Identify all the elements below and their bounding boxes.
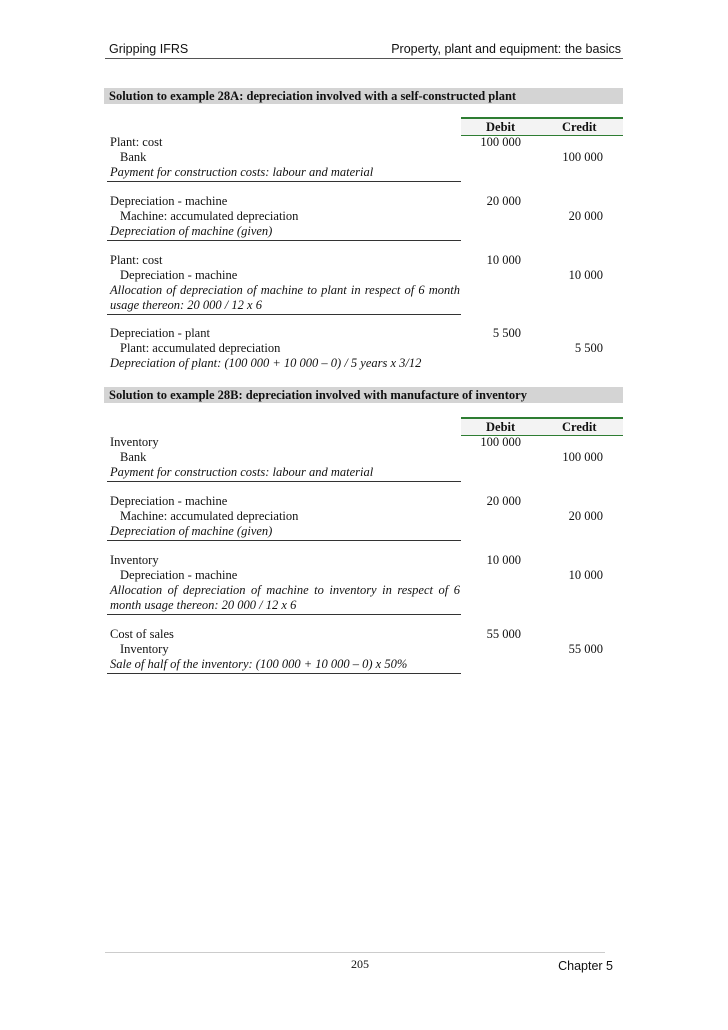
column-header-28a — [461, 117, 623, 136]
narration: Depreciation of machine (given) — [110, 524, 273, 538]
header-chapter-title: Property, plant and equipment: the basics — [391, 42, 621, 56]
debit-amount: 10 000 — [486, 553, 521, 567]
debit-amount: 5 500 — [492, 326, 521, 340]
entry-divider — [107, 314, 461, 315]
debit-amount: 20 000 — [486, 494, 521, 508]
entry-divider — [107, 481, 461, 482]
entry-divider — [107, 540, 461, 541]
page-header — [105, 40, 623, 59]
credit-amount: 100 000 — [562, 450, 603, 464]
journal-entry — [107, 194, 623, 241]
debit-account: Plant: cost — [110, 253, 163, 267]
credit-amount: 20 000 — [568, 209, 603, 223]
credit-account: Bank — [120, 150, 147, 164]
narration: Payment for construction costs: labour and material — [110, 165, 374, 179]
journal-entry — [107, 553, 623, 615]
entry-divider — [107, 673, 461, 674]
page-footer — [105, 952, 613, 977]
debit-account: Depreciation - machine — [110, 194, 228, 208]
journal-entry — [107, 494, 623, 541]
debit-account: Depreciation - plant — [110, 326, 210, 340]
debit-account: Inventory — [110, 435, 159, 449]
journal-entry — [107, 627, 623, 674]
credit-account: Depreciation - machine — [120, 268, 238, 282]
credit-account: Bank — [120, 450, 147, 464]
credit-amount: 10 000 — [568, 568, 603, 582]
debit-header: Debit — [486, 120, 516, 134]
page-number: 205 — [351, 957, 369, 971]
narration: Depreciation of plant: (100 000 + 10 000 – 0) / 5 years x 3/12 — [110, 356, 422, 370]
chapter-label: Chapter 5 — [558, 959, 613, 973]
section-title-28b: Solution to example 28B: depreciation involved with manufacture of inventory — [104, 387, 623, 403]
entry-divider — [107, 614, 461, 615]
credit-account: Inventory — [120, 642, 169, 656]
credit-amount: 5 500 — [574, 341, 603, 355]
narration: Depreciation of machine (given) — [110, 224, 273, 238]
column-header-28b — [461, 417, 623, 436]
credit-header: Credit — [562, 420, 597, 434]
narration: Allocation of depreciation of machine to inventory in respect of 6 month usage thereon: 20 000 / 12 x 6 — [110, 583, 460, 612]
credit-account: Plant: accumulated depreciation — [120, 341, 281, 355]
narration: Payment for construction costs: labour and material — [110, 465, 374, 479]
debit-amount: 10 000 — [486, 253, 521, 267]
credit-amount: 20 000 — [568, 509, 603, 523]
credit-account: Machine: accumulated depreciation — [120, 509, 299, 523]
entry-divider — [107, 240, 461, 241]
debit-amount: 55 000 — [486, 627, 521, 641]
entry-divider — [107, 181, 461, 182]
narration: Sale of half of the inventory: (100 000 + 10 000 – 0) x 50% — [110, 657, 408, 671]
debit-amount: 100 000 — [480, 435, 521, 449]
narration: Allocation of depreciation of machine to plant in respect of 6 month usage thereon: 20 000 / 12 x 6 — [110, 283, 460, 312]
section-title-28a: Solution to example 28A: depreciation involved with a self-constructed plant — [104, 88, 623, 104]
credit-amount: 55 000 — [568, 642, 603, 656]
debit-account: Depreciation - machine — [110, 494, 228, 508]
credit-header: Credit — [562, 120, 597, 134]
debit-amount: 20 000 — [486, 194, 521, 208]
header-book-title: Gripping IFRS — [109, 42, 189, 56]
debit-amount: 100 000 — [480, 135, 521, 149]
debit-header: Debit — [486, 420, 516, 434]
credit-account: Depreciation - machine — [120, 568, 238, 582]
credit-account: Machine: accumulated depreciation — [120, 209, 299, 223]
journal-entry — [107, 326, 623, 371]
debit-account: Inventory — [110, 553, 159, 567]
credit-amount: 10 000 — [568, 268, 603, 282]
journal-entry — [107, 135, 623, 182]
journal-entry — [107, 435, 623, 482]
journal-entry — [107, 253, 623, 315]
debit-account: Cost of sales — [110, 627, 174, 641]
debit-account: Plant: cost — [110, 135, 163, 149]
credit-amount: 100 000 — [562, 150, 603, 164]
